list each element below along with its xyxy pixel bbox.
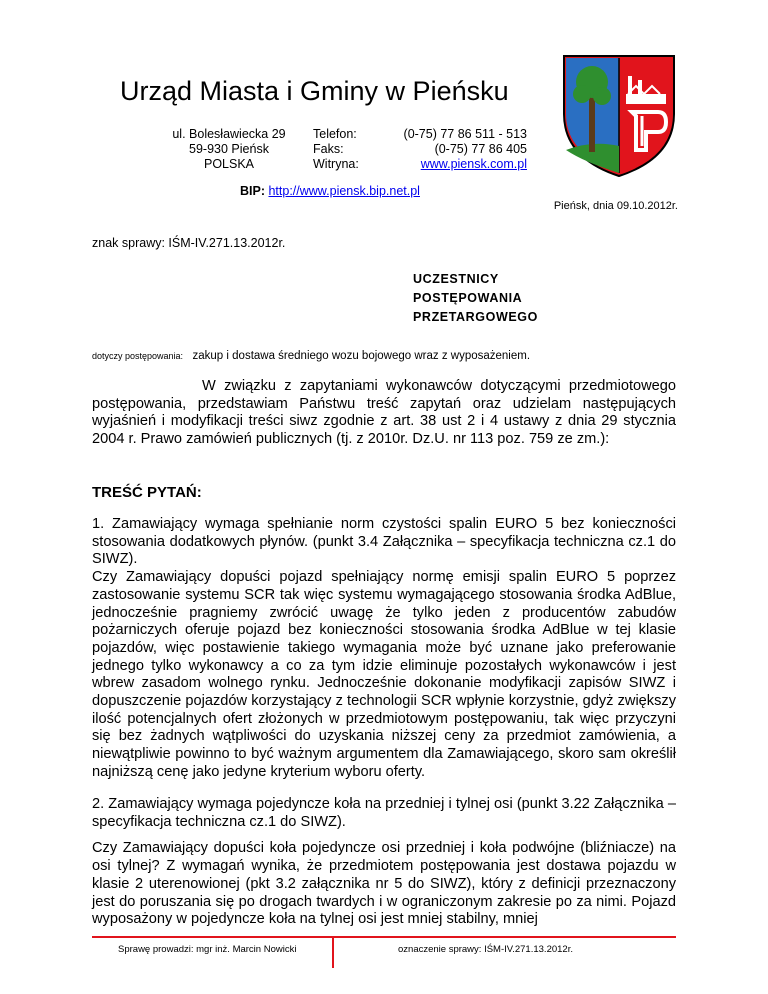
fax-value: (0-75) 77 86 405 [434, 142, 527, 156]
case-reference: znak sprawy: IŚM-IV.271.13.2012r. [92, 236, 286, 250]
footer-separator [332, 938, 334, 968]
address-line: 59-930 Pieńsk [189, 142, 269, 156]
address-line: ul. Bolesławiecka 29 [172, 127, 286, 141]
recipients-block [413, 270, 538, 327]
address-block [170, 127, 288, 172]
question-2-requirement: 2. Zamawiający wymaga pojedyncze koła na przedniej i tylnej osi (punkt 3.22 Załącznika – specyfikacja techniczna cz.1 do SIWZ). [92, 796, 676, 830]
intro-paragraph: W związku z zapytaniami wykonawców dotyczącymi przedmiotowego postępowania, przedstawiam Państwu treść zapytań oraz udzielam następujących wyjaśnień i modyfikacji treści siwz zgodnie z art. 38 ust 2 i 4 ustawy z dnia 29 stycznia 2004 r. Prawo zamówień publicznych (tj. z 2010r. Dz.U. nr 113 poz. 759 ze zm.): [92, 378, 676, 448]
footer-divider [92, 936, 676, 938]
page-title: Urząd Miasta i Gminy w Pieńsku [120, 76, 509, 106]
subject-line [92, 346, 530, 364]
bip-link[interactable]: http://www.piensk.bip.net.pl [268, 184, 420, 198]
questions-heading: TREŚĆ PYTAŃ: [92, 484, 202, 501]
recipient-line: POSTĘPOWANIA [413, 291, 523, 305]
question-1-text: Czy Zamawiający dopuści pojazd spełniający normę emisji spalin EURO 5 poprzez zastosowanie systemu SCR tak więc systemu wymagającego stosowania środka AdBlue, jednocześnie pragniemy zwrócić uwagę że tylko jeden z producentów zabudów pożarniczych oferuje pojazd bez konieczności stosowania środka AdBlue w tej klasie pojazdów, więc postawienie takiego wymagania może być uznane jako preferowanie jednego tylko wykonawcy a co za tym idzie eliminuje pozostałych wykonawców i jest wbrew zasadom wolnego rynku. Jednocześnie dokonanie modyfikacji zapisów SIWZ i dopuszczenie pojazdów korzystający z technologii SCR wpłynie korzystnie, gdyż zwiększy ilość potencjalnych ofert złożonych w przedmiotowym postępowaniu, tak więc przyczyni się bez żadnych wątpliwości do uzyskania niższej ceny za przedmiot zamówienia, a niewątpliwie powinno to być ważnym argumentem dla Zamawiającego, skoro sam określił najniższą cenę jako jedyne kryterium wyboru oferty. [92, 569, 676, 780]
recipient-line: UCZESTNICY [413, 272, 499, 286]
footer-handler: Sprawę prowadzi: mgr inż. Marcin Nowicki [118, 944, 297, 955]
question-2-text: Czy Zamawiający dopuści koła pojedyncze osi przedniej i koła podwójne (bliźniacze) na osi tylnej? Z wymagań wynika, że przedmiotem postępowania jest dostawa pojazdu w klasie 2 uterenowionej (pkt 3.2 załącznika nr 5 do SIWZ), który z definicji przeznaczony jest do poruszania się po drogach twardych i w ograniczonym zakresie po za nimi. Pojazd wyposażony w pojedyncze koła na tylnej osi jest mniej stabilny, mniej [92, 840, 676, 928]
coat-of-arms-icon [562, 54, 676, 178]
address-line: POLSKA [203, 157, 255, 171]
footer-case-reference: oznaczenie sprawy: IŚM-IV.271.13.2012r. [398, 944, 573, 955]
phone-value: (0-75) 77 86 511 - 513 [403, 127, 527, 141]
question-2 [92, 796, 676, 929]
bip-label: BIP: [240, 184, 265, 198]
fax-label: Faks: [313, 142, 344, 156]
document-date: Pieńsk, dnia 09.10.2012r. [553, 200, 678, 212]
contact-labels [313, 127, 359, 172]
recipient-line: PRZETARGOWEGO [413, 310, 538, 324]
question-1-requirement: 1. Zamawiający wymaga spełnianie norm czystości spalin EURO 5 bez konieczności stosowania dodatkowych płynów. (punkt 3.4 Załącznika – specyfikacja techniczna cz.1 do SIWZ). [92, 516, 676, 568]
website-label: Witryna: [313, 157, 359, 171]
question-1 [92, 516, 676, 782]
phone-label: Telefon: [313, 127, 357, 141]
subject-value: zakup i dostawa średniego wozu bojowego wraz z wyposażeniem. [192, 350, 531, 362]
subject-label: dotyczy postępowania: [92, 351, 184, 361]
bip-line [240, 184, 420, 198]
website-link[interactable]: www.piensk.com.pl [420, 157, 527, 171]
contact-values [397, 127, 527, 172]
